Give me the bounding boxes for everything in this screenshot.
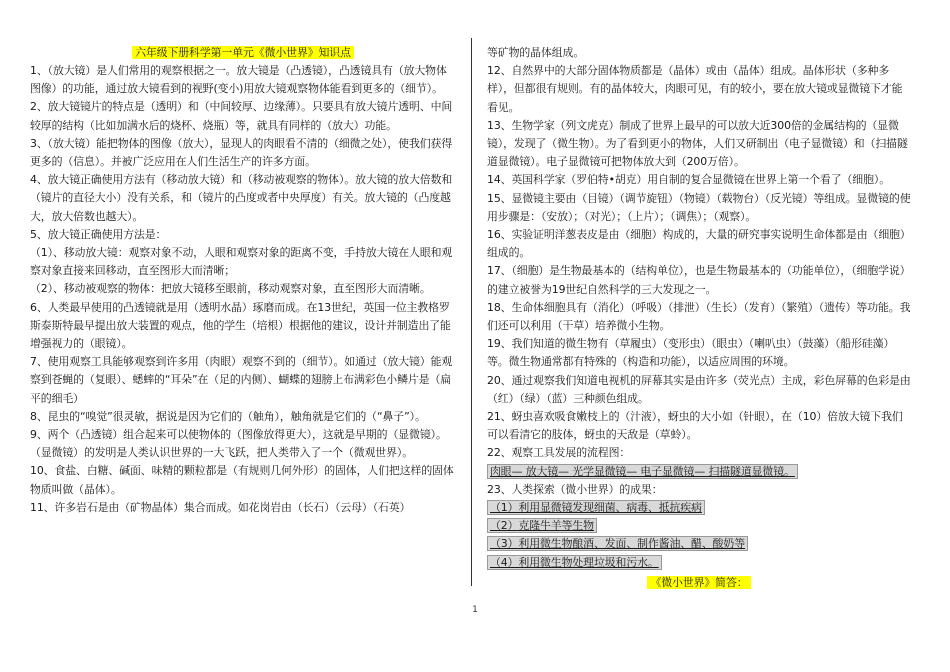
paragraph-17: 17、（细胞）是生物最基本的（结构单位），也是生物最基本的（功能单位），（细胞学说）的建立被誉为19世纪自然科学的三大发现之一。 bbox=[487, 264, 911, 296]
title-row bbox=[30, 44, 456, 62]
paragraph-14: 14、英国科学家（罗伯特•胡克）用自制的复合显微镜在世界上第一个看了（细胞）。 bbox=[487, 173, 890, 187]
paragraph-20: 20、通过观察我们知道电视机的屏幕其实是由许多（荧光点）主成，彩色屏幕的色彩是由（红）（绿）（蓝）三种颜色组成。 bbox=[487, 373, 911, 405]
achievement-item-text: （3）利用微生物酿酒、发面、制作酱油、醋、酸奶等 bbox=[487, 536, 748, 551]
paragraph-18: 18、生命体细胞具有（消化）（呼吸）（排泄）（生长）（发育）（繁殖）（遗传）等功能。我们还可以利用（干草）培养微小生物。 bbox=[487, 300, 911, 333]
achievement-item bbox=[487, 535, 911, 553]
achievement-item bbox=[487, 554, 911, 572]
achievement-item-text: （2）克隆牛羊等生物 bbox=[487, 518, 597, 533]
paragraph-23: 23、人类探索（微小世界）的成果： bbox=[487, 482, 663, 496]
achievement-item-text: （4）利用微生物处理垃圾和污水。 bbox=[487, 555, 662, 570]
achievement-item-text: （1）利用显微镜发现细菌、病毒、抵抗疾病 bbox=[487, 500, 705, 515]
paragraph-11: 11、许多岩石是由（矿物晶体）集合而成。如花岗岩由（长石）（云母）（石英） bbox=[30, 500, 411, 514]
paragraph-7: 7、使用观察工具能够观察到许多用（肉眼）观察不到的（细节）。如通过（放大镜）能观察到苍蝇的（复眼）、蟋蟀的“耳朵”在（足的内侧）、蝴蝶的翅膀上布满彩色小鳞片是（扁平的细毛） bbox=[30, 355, 453, 405]
page-title: 六年级下册科学第一单元《微小世界》知识点 bbox=[132, 46, 354, 59]
paragraph-19: 19、我们知道的微生物有（草履虫）（变形虫）（眼虫）（喇叭虫）（鼓藻）（船形硅藻）等。微生物通常都有特殊的（构造和功能），以适应周围的环境。 bbox=[487, 337, 895, 369]
left-column bbox=[30, 44, 456, 517]
right-column bbox=[487, 44, 911, 592]
column-divider bbox=[471, 38, 472, 586]
flow-chart-text: 肉眼— 放大镜— 光学显微镜— 电子显微镜— 扫描隧道显微镜。 bbox=[487, 464, 798, 479]
paragraph-22: 22、观察工具发展的流程图： bbox=[487, 446, 631, 460]
paragraph-8: 8、昆虫的“嗅觉”很灵敏，据说是因为它们的（触角），触角就是它们的（“鼻子”）。 bbox=[30, 409, 426, 423]
paragraph-15: 15、显微镜主要由（目镜）（调节旋钮）（物镜）（载物台）（反光镜）等组成。显微镜的使用步骤是：（安放）；（对光）；（上片）；（调焦）；（观察）。 bbox=[487, 191, 911, 223]
paragraph-9: 9、两个（凸透镜）组合起来可以使物体的（图像放得更大），这就是早期的（显微镜）。（显微镜）的发明是人类认识世界的一大飞跃，把人类带入了一个（微观世界）。 bbox=[30, 428, 447, 460]
paragraph-21: 21、蚜虫喜欢吸食嫩枝上的（汁液），蚜虫的大小如（针眼），在（10）倍放大镜下我们可以看清它的肢体，蚜虫的天敌是（草蛉）。 bbox=[487, 410, 903, 442]
achievement-item bbox=[487, 517, 911, 535]
paragraph-10: 10、食盐、白糖、碱面、味精的颗粒都是（有规则几何外形）的固体，人们把这样的固体物质叫做（晶体）。 bbox=[30, 464, 454, 496]
paragraph-6: 6、人类最早使用的凸透镜就是用（透明水晶）琢磨而成。在13世纪，英国一位主教格罗斯泰斯特最早提出放大装置的观点，他的学生（培根）根据他的建议，设计并制造出了能增强视力的（眼镜）。 bbox=[30, 300, 451, 351]
paragraph-5: 5、放大镜正确使用方法是： bbox=[30, 227, 167, 241]
paragraph-1: 1、（放大镜）是人们常用的观察根据之一。放大镜是（凸透镜），凸透镜具有（放大物体图像）的功能，通过放大镜看到的视野(变小)用放大镜观察物体能看到更多的（细节）。 bbox=[30, 64, 447, 96]
paragraph-2: 2、放大镜镜片的特点是（透明）和（中间较厚、边缘薄）。只要具有放大镜片透明、中间较厚的结构（比如加满水后的烧杯、烧瓶）等，就具有同样的（放大）功能。 bbox=[30, 100, 453, 132]
paragraph-11-continued: 等矿物的晶体组成。 bbox=[487, 46, 585, 59]
paragraph-4: 4、放大镜正确使用方法有（移动放大镜）和（移动被观察的物体）。放大镜的放大倍数和（镜片的直径大小）没有关系，和（镜片的凸度或者中央厚度）有关。放大镜的（凸度越大，放大倍数也越大）。 bbox=[30, 173, 453, 223]
short-answer-heading-row bbox=[487, 574, 911, 592]
flow-chart-line bbox=[487, 463, 911, 481]
paragraph-12: 12、自然界中的大部分固体物质都是（晶体）或由（晶体）组成。晶体形状（多种多样），但都很有规则。有的晶体较大，肉眼可见，有的较小，要在放大镜或显微镜下才能看见。 bbox=[487, 64, 903, 114]
page-number: 1 bbox=[472, 605, 478, 615]
short-answer-heading: 《微小世界》简答： bbox=[647, 576, 750, 589]
paragraph-13: 13、生物学家（列文虎克）制成了世界上最早的可以放大近300倍的金属结构的（显微镜），发现了（微生物）。为了看到更小的物体，人们又研制出（电子显微镜）和（扫描隧道显微镜）。电子显微镜可把物体放大到（200万倍）。 bbox=[487, 118, 908, 169]
paragraph-5-method-2: （2）、移动被观察的物体：把放大镜移至眼前，移动观察对象，直至图形大而清晰。 bbox=[30, 282, 431, 296]
paragraph-3: 3、（放大镜）能把物体的图像（放大），显现人的肉眼看不清的（细微之处），使我们获得更多的（信息）。并被广泛应用在人们生活生产的许多方面。 bbox=[30, 136, 453, 169]
paragraph-16: 16、实验证明洋葱表皮是由（细胞）构成的，大量的研究事实说明生命体都是由（细胞）组成的。 bbox=[487, 228, 911, 260]
paragraph-5-method-1: （1）、移动放大镜：观察对象不动，人眼和观察对象的距离不变，手持放大镜在人眼和观察对象直接来回移动，直至图形大而清晰； bbox=[30, 246, 453, 278]
achievement-item bbox=[487, 499, 911, 517]
